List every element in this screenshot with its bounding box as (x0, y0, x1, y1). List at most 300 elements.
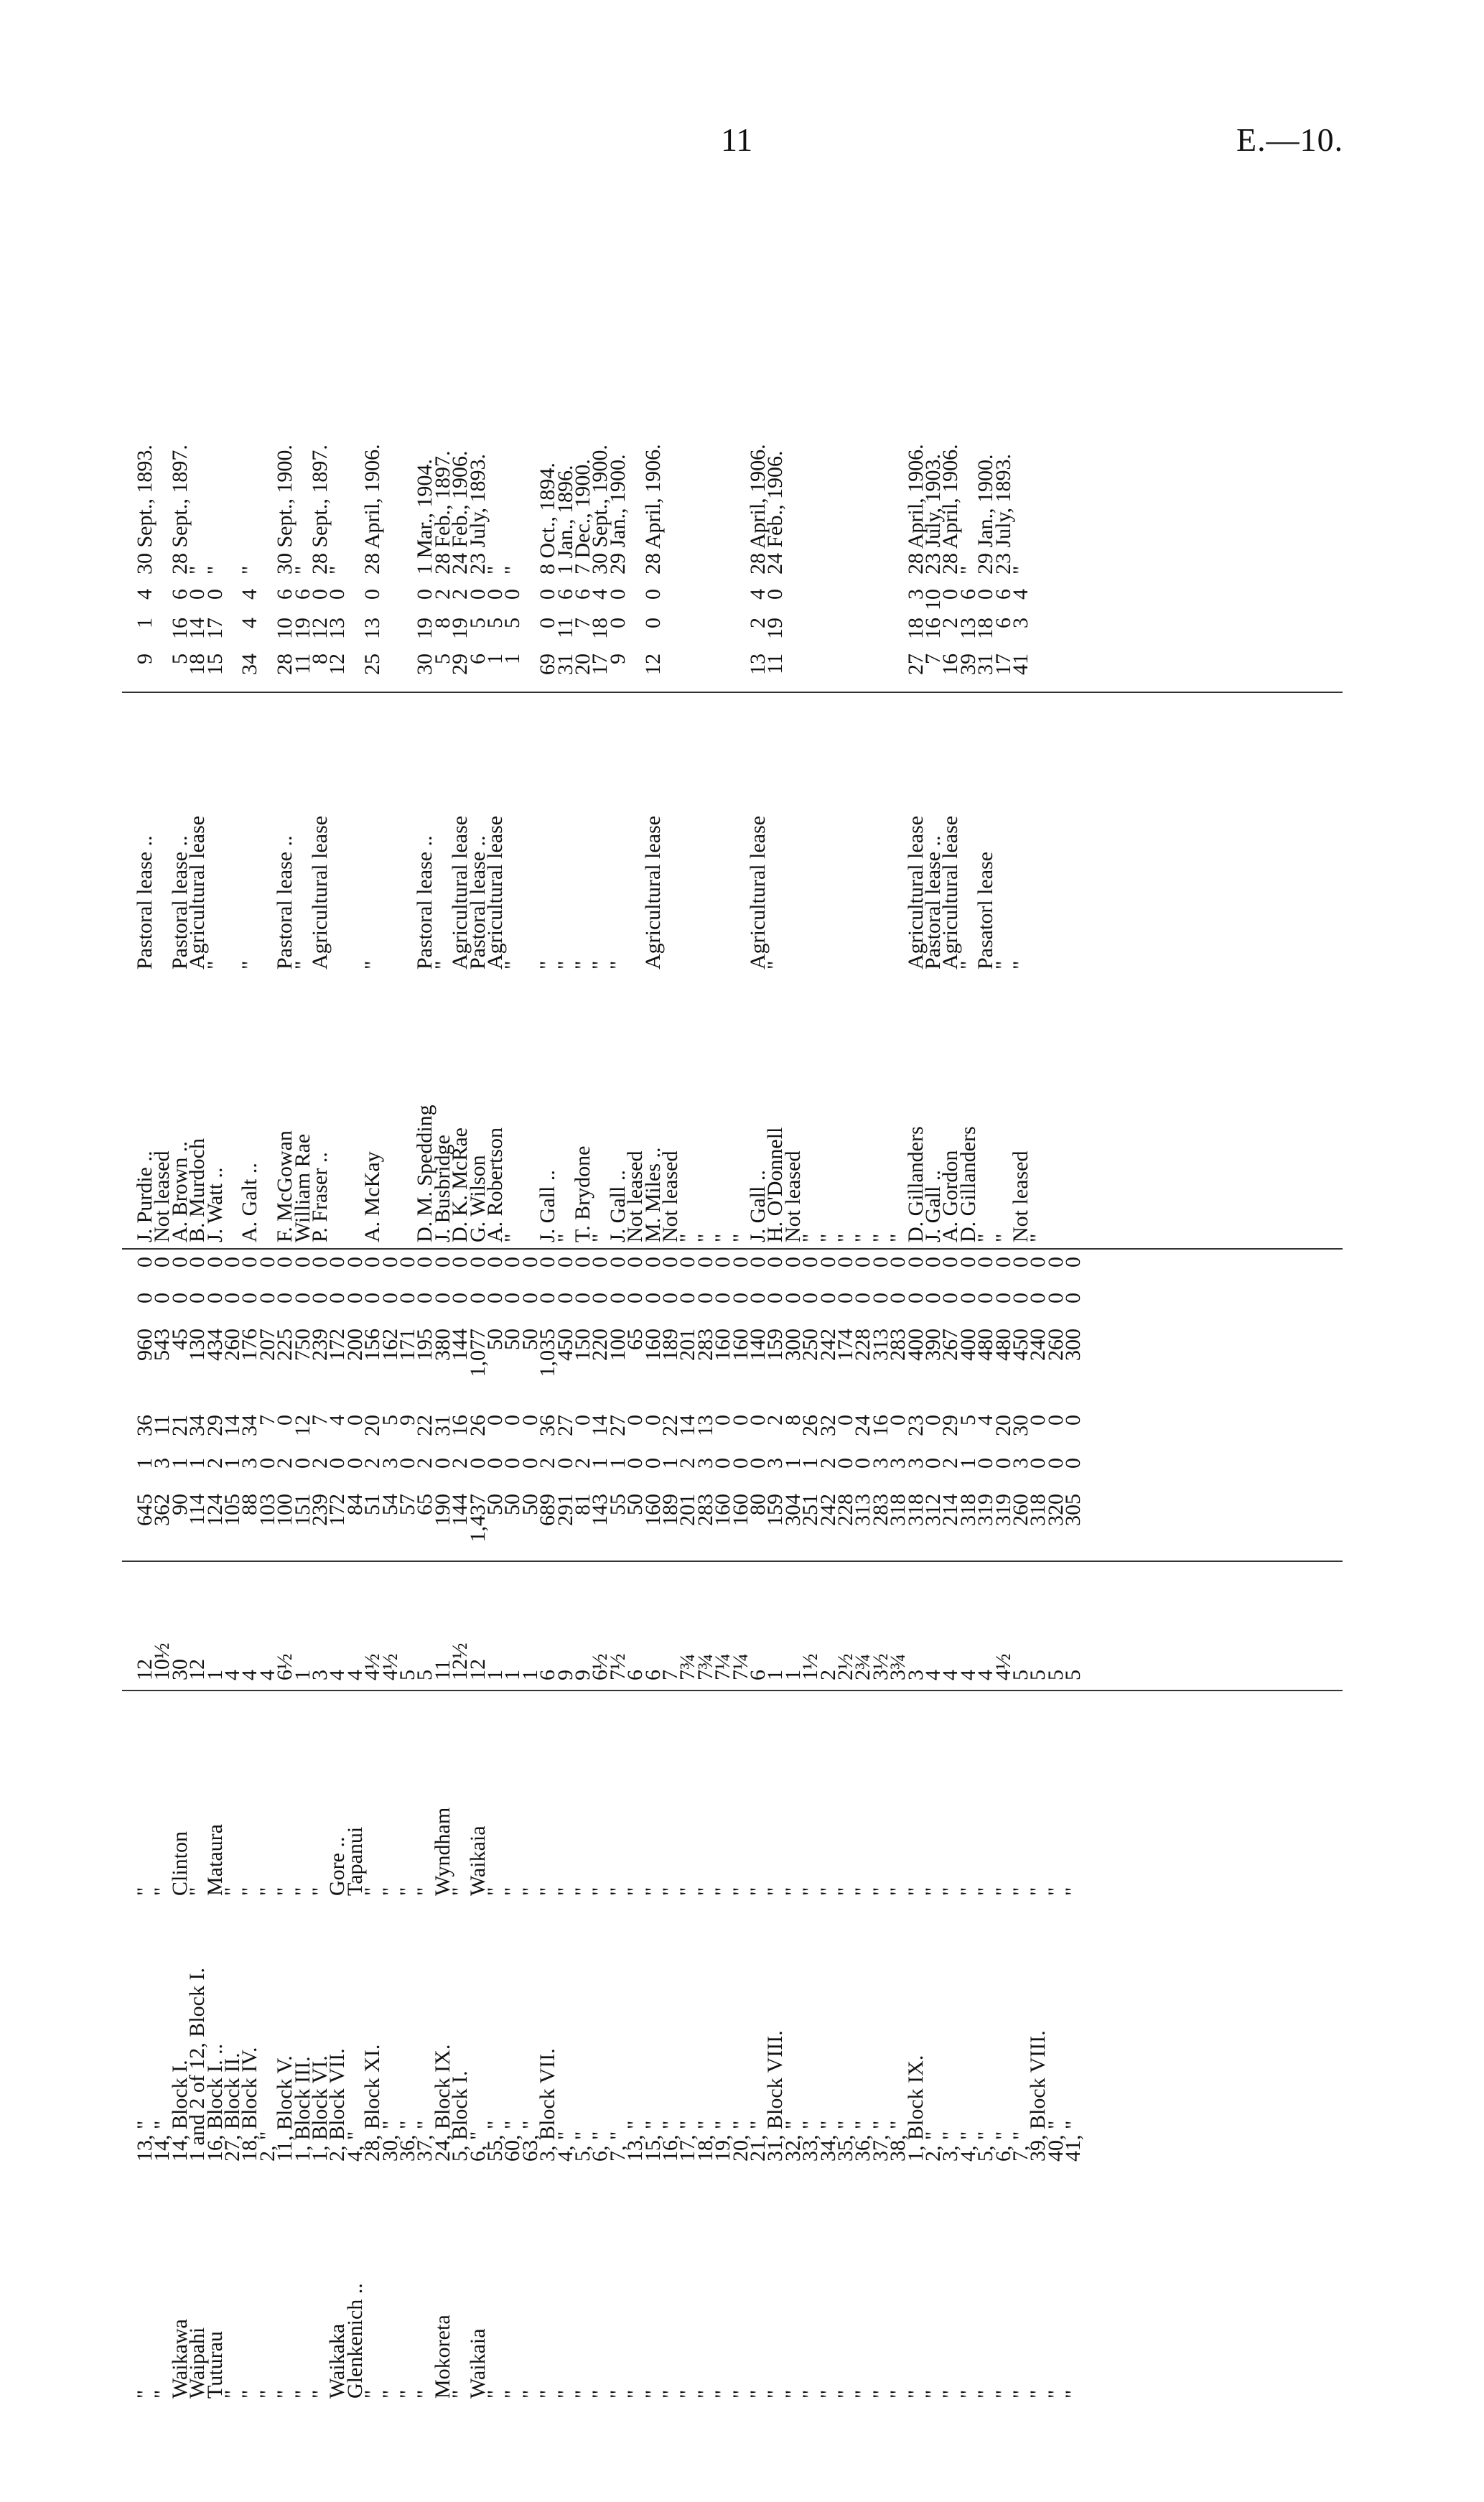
table-row (623, 388, 648, 2399)
cell-lessee: P. Fraser .. (308, 1152, 332, 1242)
table-row (938, 388, 963, 2399)
cell-vd: 0 (360, 1257, 385, 1268)
cell-section: 6, " (588, 2131, 612, 2162)
cell-vd: 0 (658, 1257, 682, 1268)
cell-rd: 0 (202, 589, 227, 600)
cell-rd: 4 (1009, 589, 1032, 600)
cell-vs: 0 (886, 1293, 910, 1303)
cell-vd: 0 (465, 1257, 490, 1268)
cell-vs: 0 (308, 1293, 332, 1303)
cell-perches: 0 (886, 1415, 910, 1426)
cell-vd: 0 (640, 1257, 665, 1268)
cell-area: 3 (308, 1670, 332, 1680)
cell-vd: 0 (553, 1257, 577, 1268)
cell-rd: 6 (571, 589, 594, 600)
cell-roods: 2 (202, 1458, 227, 1469)
cell-rs: 5 (483, 618, 507, 628)
cell-rs: 17 (202, 618, 227, 639)
cell-town: Clinton (167, 1831, 192, 1896)
cell-section: 3, Block VII. (536, 2048, 560, 2162)
cell-town: " (396, 1887, 419, 1896)
cell-vs: 0 (378, 1293, 402, 1303)
cell-roods: 3 (1009, 1458, 1032, 1469)
cell-lessee: D. M. Spedding (413, 1104, 437, 1242)
cell-district: " (886, 2389, 910, 2399)
cell-date: 28 April, 1906. (746, 444, 770, 575)
cell-roods: 0 (325, 1458, 350, 1469)
cell-perches: 13 (693, 1415, 717, 1436)
cell-town: " (500, 1887, 525, 1896)
cell-section: 2, Block VII. (325, 2048, 350, 2162)
cell-vs: 0 (816, 1293, 840, 1303)
cell-how: " (605, 960, 630, 969)
cell-vd: 0 (938, 1257, 963, 1268)
cell-value: 50 (500, 1329, 525, 1350)
cell-rl: 69 (536, 654, 560, 675)
cell-district: " (1026, 2389, 1050, 2399)
cell-vd: 0 (220, 1257, 244, 1268)
cell-area: 6 (746, 1670, 770, 1680)
cell-town: " (780, 1887, 805, 1896)
cell-acres: 228 (834, 1494, 857, 1526)
cell-section: 24, Block IX. (430, 2044, 454, 2162)
cell-rs: 18 (588, 618, 612, 639)
cell-section: 19, " (711, 2120, 735, 2162)
cell-town: " (378, 1887, 402, 1896)
cell-roods: 0 (728, 1458, 752, 1469)
cell-district: Tuturau (202, 2331, 227, 2399)
table-row (553, 388, 577, 2399)
cell-rl: 27 (903, 654, 928, 675)
cell-district: " (956, 2389, 980, 2399)
cell-vd: 0 (974, 1257, 998, 1268)
cell-perches: 27 (553, 1415, 577, 1436)
cell-acres: 100 (273, 1494, 297, 1526)
cell-acres: 160 (728, 1494, 752, 1526)
cell-roods: 3 (763, 1458, 788, 1469)
cell-district: " (711, 2389, 735, 2399)
cell-town: " (605, 1887, 630, 1896)
cell-rl: 34 (238, 654, 262, 675)
cell-roods: 1 (658, 1458, 682, 1469)
cell-how: Agricultural lease (938, 815, 963, 969)
cell-acres: 362 (150, 1494, 174, 1526)
table-row (956, 388, 980, 2399)
cell-vs: 0 (711, 1293, 735, 1303)
cell-lessee: H. O'Donnell (763, 1127, 788, 1242)
cell-vs: 0 (588, 1293, 612, 1303)
cell-roods: 3 (238, 1458, 262, 1469)
cell-vd: 0 (238, 1257, 262, 1268)
cell-section: 55, " (483, 2120, 507, 2162)
cell-rd: 0 (605, 589, 630, 600)
cell-area: 6½ (588, 1653, 612, 1680)
cell-area: 7 (658, 1670, 682, 1680)
cell-vs: 0 (1026, 1293, 1050, 1303)
cell-rd: 0 (483, 589, 507, 600)
cell-vs: 0 (991, 1293, 1015, 1303)
cell-area: 7¾ (676, 1653, 700, 1680)
cell-rd: 4 (746, 589, 770, 600)
cell-perches: 0 (273, 1415, 297, 1426)
cell-value: 140 (746, 1329, 770, 1361)
cell-area: 4½ (378, 1653, 402, 1680)
table-row (780, 388, 805, 2399)
cell-date: 23 July, 1893. (991, 453, 1015, 575)
cell-rl: 12 (325, 654, 350, 675)
cell-rl: 1 (500, 654, 525, 664)
cell-area: 1 (483, 1670, 507, 1680)
table-row (640, 388, 665, 2399)
cell-acres: 114 (185, 1494, 210, 1525)
cell-perches: 36 (536, 1415, 560, 1436)
cell-area: 1 (500, 1670, 525, 1680)
cell-rl: 1 (483, 654, 507, 664)
cell-district: " (605, 2389, 630, 2399)
cell-lessee: " (693, 1233, 717, 1242)
cell-how: Agricultural lease (640, 815, 665, 969)
table-row (1026, 388, 1050, 2399)
cell-roods: 0 (430, 1458, 454, 1469)
cell-date: 23 July, 1893. (465, 453, 490, 575)
cell-rs: 6 (991, 618, 1015, 628)
cell-lessee: Not leased (150, 1150, 174, 1242)
cell-vd: 0 (1026, 1257, 1050, 1268)
cell-value: 195 (413, 1329, 437, 1361)
cell-roods: 1 (605, 1458, 630, 1469)
cell-area: 5 (1009, 1670, 1032, 1680)
cell-value: 144 (448, 1329, 472, 1361)
cell-vd: 0 (255, 1257, 279, 1268)
cell-lessee: " (588, 1233, 612, 1242)
cell-date: 1 Jan., 1896. (553, 465, 577, 575)
table-row (921, 388, 945, 2399)
cell-date: 28 Sept., 1897. (167, 445, 192, 575)
cell-section: 2, " (255, 2131, 279, 2162)
cell-how: Pastoral lease .. (465, 835, 490, 969)
cell-acres: 305 (1061, 1494, 1086, 1526)
cell-district: " (640, 2389, 665, 2399)
cell-area: 1 (780, 1670, 805, 1680)
cell-vs: 0 (658, 1293, 682, 1303)
cell-section: 35, " (834, 2120, 857, 2162)
cell-vd: 0 (448, 1257, 472, 1268)
cell-section: 4, " (342, 2131, 367, 2162)
cell-area: 5 (413, 1670, 437, 1680)
cell-acres: 251 (798, 1494, 823, 1526)
cell-area: 6 (640, 1670, 665, 1680)
cell-district: " (763, 2389, 788, 2399)
table-row (658, 388, 682, 2399)
cell-section: 2, " (921, 2131, 945, 2162)
cell-value: 160 (728, 1329, 752, 1361)
cell-town: " (623, 1887, 648, 1896)
cell-rl: 11 (290, 654, 314, 674)
cell-section: 4, " (553, 2131, 577, 2162)
cell-district: " (553, 2389, 577, 2399)
cell-district: " (676, 2389, 700, 2399)
cell-area: 4 (342, 1670, 367, 1680)
cell-acres: 319 (974, 1494, 998, 1526)
cell-area: 4½ (991, 1653, 1015, 1680)
cell-date: 28 Sept., 1897. (308, 445, 332, 575)
cell-roods: 0 (396, 1458, 419, 1469)
cell-vs: 0 (396, 1293, 419, 1303)
cell-district: " (448, 2389, 472, 2399)
cell-rs: 4 (238, 618, 262, 628)
cell-area: 30 (167, 1659, 192, 1680)
table-row (360, 388, 385, 2399)
cell-district: " (378, 2389, 402, 2399)
cell-date: 29 Jan., 1900. (974, 454, 998, 575)
cell-area: 6 (623, 1670, 648, 1680)
cell-acres: 81 (571, 1494, 594, 1515)
cell-vs: 0 (342, 1293, 367, 1303)
cell-area: 10½ (150, 1642, 174, 1680)
cell-vs: 0 (974, 1293, 998, 1303)
cell-date: 28 April, 1906. (938, 444, 963, 575)
cell-town: " (886, 1887, 910, 1896)
cell-value: 450 (553, 1329, 577, 1361)
cell-area: 12½ (448, 1642, 472, 1680)
cell-vs: 0 (150, 1293, 174, 1303)
cell-town: " (834, 1887, 857, 1896)
cell-rd: 0 (640, 589, 665, 600)
cell-vs: 0 (868, 1293, 892, 1303)
cell-vd: 0 (325, 1257, 350, 1268)
cell-roods: 1 (956, 1458, 980, 1469)
cell-section: 3, " (938, 2131, 963, 2162)
cell-vd: 0 (816, 1257, 840, 1268)
cell-roods: 2 (816, 1458, 840, 1469)
table-row (711, 388, 735, 2399)
cell-perches: 34 (238, 1415, 262, 1436)
cell-area: 4 (956, 1670, 980, 1680)
cell-acres: 54 (378, 1494, 402, 1515)
cell-acres: 51 (360, 1494, 385, 1515)
cell-area: 2 (816, 1670, 840, 1680)
cell-vd: 0 (483, 1257, 507, 1268)
cell-vs: 0 (728, 1293, 752, 1303)
cell-area: 6½ (273, 1653, 297, 1680)
cell-how: Pastoral lease .. (133, 835, 157, 969)
table-row (238, 388, 262, 2399)
cell-district: " (290, 2389, 314, 2399)
cell-perches: 5 (378, 1415, 402, 1426)
cell-vd: 0 (150, 1257, 174, 1268)
cell-roods: 0 (711, 1458, 735, 1469)
cell-town: " (290, 1887, 314, 1896)
cell-how: " (553, 960, 577, 969)
cell-date: 1 Mar., 1904. (413, 459, 437, 575)
cell-district: " (903, 2389, 928, 2399)
cell-rd: 0 (974, 589, 998, 600)
cell-rs: 0 (536, 618, 560, 628)
cell-lessee: " (728, 1233, 752, 1242)
cell-acres: 105 (220, 1494, 244, 1526)
cell-rs: 18 (903, 618, 928, 639)
cell-area: 4 (238, 1670, 262, 1680)
table-row (903, 388, 928, 2399)
cell-how: Agricultural lease (746, 815, 770, 969)
cell-roods: 0 (921, 1458, 945, 1469)
table-row (676, 388, 700, 2399)
cell-roods: 1 (798, 1458, 823, 1469)
cell-rs: 1 (133, 618, 157, 628)
cell-value: 100 (605, 1329, 630, 1361)
cell-perches: 27 (605, 1415, 630, 1436)
cell-section: 14, Block I. (167, 2060, 192, 2162)
table-row (536, 388, 560, 2399)
cell-area: 1 (202, 1670, 227, 1680)
cell-lessee: William Rae (290, 1133, 314, 1242)
cell-town: " (1043, 1887, 1068, 1896)
cell-rd: 0 (536, 589, 560, 600)
cell-value: 1,077 (465, 1329, 490, 1377)
cell-date: " (1009, 565, 1032, 575)
cell-town: " (536, 1887, 560, 1896)
rotated-land-table (122, 388, 1343, 2399)
cell-section: 1 and 2 of 12, Block I. (185, 1968, 210, 2162)
cell-acres: 160 (640, 1494, 665, 1526)
cell-section: 21, " (746, 2120, 770, 2162)
cell-vs: 0 (500, 1293, 525, 1303)
cell-district: " (623, 2389, 648, 2399)
cell-rs: 5 (465, 618, 490, 628)
cell-how: Pastoral lease .. (921, 835, 945, 969)
cell-vd: 0 (308, 1257, 332, 1268)
cell-how: " (500, 960, 525, 969)
cell-area: 4 (938, 1670, 963, 1680)
cell-rl: 5 (430, 654, 454, 664)
cell-lessee: G. Wilson (465, 1155, 490, 1242)
cell-value: 240 (1026, 1329, 1050, 1361)
cell-section: 33, " (798, 2120, 823, 2162)
cell-acres: 189 (658, 1494, 682, 1526)
cell-perches: 20 (991, 1415, 1015, 1436)
cell-roods: 0 (1026, 1458, 1050, 1469)
cell-area: 3¾ (886, 1653, 910, 1680)
cell-perches: 24 (851, 1415, 875, 1436)
cell-area: 9 (553, 1670, 577, 1680)
cell-how: " (202, 960, 227, 969)
cell-date: 30 Sept., 1893. (133, 445, 157, 575)
cell-roods: 0 (623, 1458, 648, 1469)
cell-rd: 0 (413, 589, 437, 600)
cell-how: " (571, 960, 594, 969)
cell-date: " (202, 565, 227, 575)
cell-section: 36, " (396, 2120, 419, 2162)
cell-perches: 22 (658, 1415, 682, 1436)
cell-town: " (938, 1887, 963, 1896)
cell-perches: 0 (640, 1415, 665, 1426)
cell-roods: 2 (273, 1458, 297, 1469)
cell-date: 24 Feb., 1906. (763, 450, 788, 575)
cell-value: 239 (308, 1329, 332, 1361)
cell-roods: 3 (868, 1458, 892, 1469)
cell-vs: 0 (518, 1293, 542, 1303)
cell-lessee: " (974, 1233, 998, 1242)
cell-rl: 29 (448, 654, 472, 675)
cell-section: 39, Block VIII. (1026, 2030, 1050, 2162)
cell-vd: 0 (133, 1257, 157, 1268)
cell-vd: 0 (588, 1257, 612, 1268)
cell-date: 23 July, 1903. (921, 453, 945, 575)
cell-vs: 0 (693, 1293, 717, 1303)
table-row (448, 388, 472, 2399)
cell-rs: 19 (290, 618, 314, 639)
cell-acres: 190 (430, 1494, 454, 1526)
cell-value: 283 (693, 1329, 717, 1361)
cell-vs: 0 (360, 1293, 385, 1303)
cell-area: 2¾ (851, 1653, 875, 1680)
cell-section: 15, " (640, 2120, 665, 2162)
cell-perches: 0 (483, 1415, 507, 1426)
cell-section: 60, " (500, 2120, 525, 2162)
cell-district: " (308, 2389, 332, 2399)
cell-roods: 2 (536, 1458, 560, 1469)
cell-rs: 12 (308, 618, 332, 639)
cell-acres: 57 (396, 1494, 419, 1515)
cell-acres: 304 (780, 1494, 805, 1526)
cell-acres: 689 (536, 1494, 560, 1526)
cell-town: " (553, 1887, 577, 1896)
cell-rl: 31 (974, 654, 998, 675)
cell-acres: 319 (991, 1494, 1015, 1526)
cell-rl: 13 (746, 654, 770, 675)
cell-perches: 2 (763, 1415, 788, 1426)
cell-vd: 0 (903, 1257, 928, 1268)
cell-lessee: Not leased (780, 1150, 805, 1242)
cell-rl: 17 (991, 654, 1015, 675)
cell-district: " (220, 2389, 244, 2399)
cell-roods: 2 (571, 1458, 594, 1469)
cell-town: " (640, 1887, 665, 1896)
cell-value: 171 (396, 1329, 419, 1361)
cell-town: " (483, 1887, 507, 1896)
cell-roods: 1 (133, 1458, 157, 1469)
cell-vs: 0 (202, 1293, 227, 1303)
cell-date: 28 April, 1906. (640, 444, 665, 575)
cell-rl: 6 (465, 654, 490, 664)
cell-area: 4 (220, 1670, 244, 1680)
cell-date: " (483, 565, 507, 575)
cell-section: 20, " (728, 2120, 752, 2162)
cell-value: 160 (711, 1329, 735, 1361)
cell-perches: 11 (150, 1415, 174, 1436)
cell-vs: 0 (571, 1293, 594, 1303)
cell-section: 36, " (851, 2120, 875, 2162)
cell-lessee: " (851, 1233, 875, 1242)
cell-area: 4 (325, 1670, 350, 1680)
cell-acres: 201 (676, 1494, 700, 1526)
cell-lessee: D. Gillanders (956, 1126, 980, 1242)
cell-area: 12 (185, 1659, 210, 1680)
cell-section: 63, " (518, 2120, 542, 2162)
cell-lessee: M. Miles .. (640, 1147, 665, 1242)
cell-vd: 0 (623, 1257, 648, 1268)
cell-district: " (413, 2389, 437, 2399)
cell-vd: 0 (676, 1257, 700, 1268)
cell-town: " (150, 1887, 174, 1896)
cell-town: " (518, 1887, 542, 1896)
cell-value: 150 (571, 1329, 594, 1361)
cell-lessee: " (676, 1233, 700, 1242)
cell-town: " (658, 1887, 682, 1896)
cell-lessee: " (1026, 1233, 1050, 1242)
cell-rs: 11 (553, 618, 577, 638)
cell-lessee: A. McKay (360, 1151, 385, 1242)
